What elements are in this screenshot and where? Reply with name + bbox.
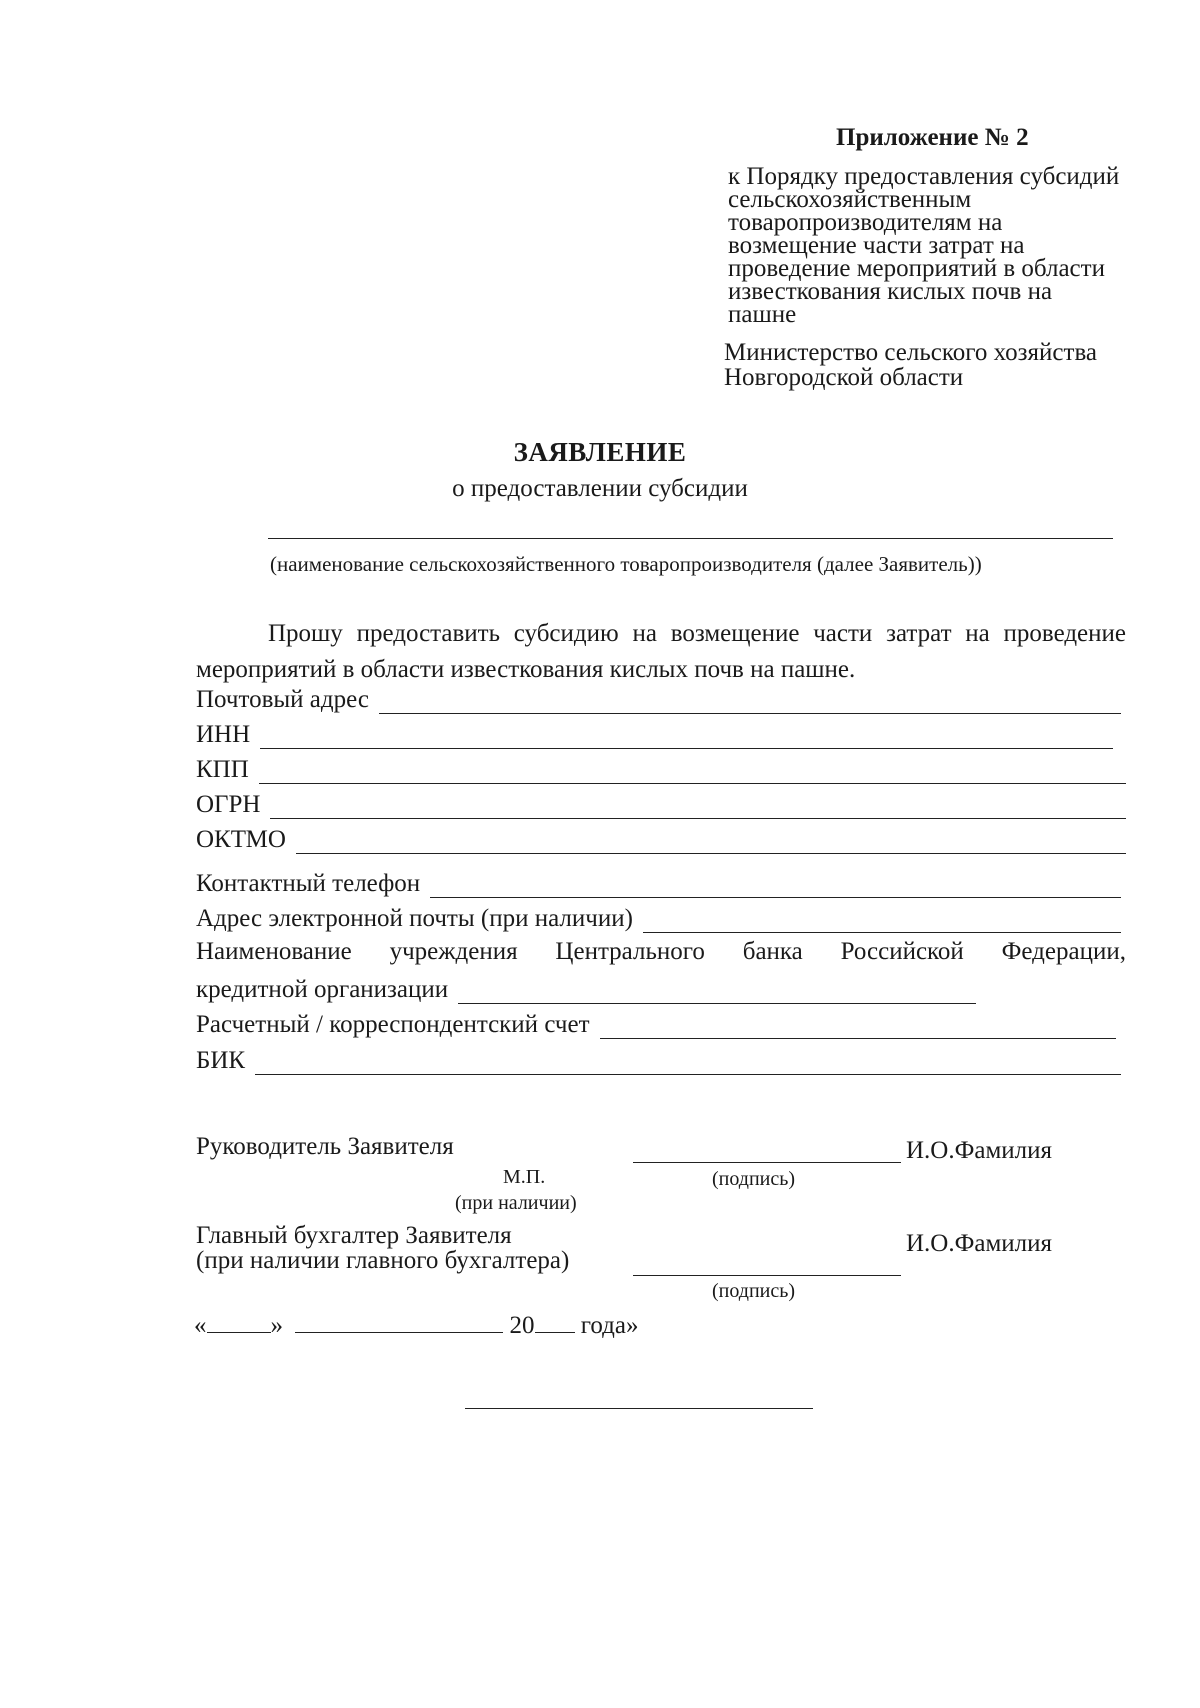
- accountant-label: [196, 1223, 569, 1273]
- document-subtitle: о предоставлении субсидии: [452, 475, 748, 502]
- appendix-line: возмещение части затрат на: [728, 232, 1025, 259]
- appendix-line: пашне: [728, 301, 797, 328]
- postal-address-input-line[interactable]: [379, 689, 1121, 714]
- inn-field: [196, 717, 1113, 749]
- month-input-line[interactable]: [295, 1312, 503, 1333]
- ogrn-label: ОГРН: [196, 791, 261, 818]
- head-signature-caption: (подпись): [712, 1168, 796, 1190]
- kpp-input-line[interactable]: [259, 759, 1126, 784]
- kpp-label: КПП: [196, 756, 249, 783]
- bank-word: Наименование: [196, 938, 352, 965]
- bank-name-input-line[interactable]: [458, 979, 976, 1004]
- bank-name-label-line1: [196, 938, 1126, 966]
- phone-label: Контактный телефон: [196, 870, 421, 897]
- accountant-signature-caption: (подпись): [712, 1280, 796, 1302]
- accountant-label-line: (при наличии главного бухгалтера): [196, 1247, 570, 1274]
- head-fio: И.О.Фамилия: [906, 1137, 1053, 1164]
- date-close-quote: »: [270, 1312, 283, 1339]
- bik-field: [196, 1043, 1121, 1075]
- appendix-line: сельскохозяйственным: [728, 186, 972, 213]
- date-open-quote: «: [194, 1312, 207, 1339]
- applicant-name-caption: (наименование сельскохозяйственного товаропроизводителя (далее Заявитель)): [270, 552, 982, 576]
- end-separator-line: [465, 1408, 813, 1409]
- bank-word: Российской: [840, 938, 964, 965]
- bank-name-label: кредитной организации: [196, 976, 449, 1003]
- request-paragraph: Прошу предоставить субсидию на возмещение части затрат на проведение мероприятий в области известкования кислых почв на пашне.: [196, 620, 1126, 683]
- account-label: Расчетный / корреспондентский счет: [196, 1011, 590, 1038]
- applicant-name-line[interactable]: [268, 538, 1113, 539]
- bank-word: Федерации,: [1001, 938, 1126, 965]
- bank-word: учреждения: [389, 938, 518, 965]
- phone-field: [196, 866, 1121, 898]
- email-input-line[interactable]: [643, 908, 1121, 933]
- ministry-line: Новгородской области: [724, 364, 964, 391]
- year-prefix: 20: [509, 1312, 535, 1339]
- appendix-line: проведение мероприятий в области: [728, 255, 1105, 282]
- bik-label: БИК: [196, 1047, 246, 1074]
- oktmo-field: [196, 822, 1126, 854]
- inn-label: ИНН: [196, 721, 251, 748]
- accountant-signature-line[interactable]: [633, 1275, 901, 1276]
- bik-input-line[interactable]: [255, 1050, 1121, 1075]
- ogrn-field: [196, 787, 1126, 819]
- stamp-note: (при наличии): [455, 1192, 577, 1214]
- head-signature-line[interactable]: [633, 1162, 901, 1163]
- stamp-label: М.П.: [503, 1166, 546, 1188]
- phone-input-line[interactable]: [430, 873, 1121, 898]
- email-label: Адрес электронной почты (при наличии): [196, 905, 633, 932]
- appendix-title: Приложение № 2: [836, 124, 1029, 151]
- account-field: [196, 1007, 1116, 1039]
- day-input-line[interactable]: [207, 1312, 271, 1333]
- accountant-label-line: Главный бухгалтер Заявителя: [196, 1222, 512, 1249]
- appendix-line: известкования кислых почв на: [728, 278, 1053, 305]
- postal-address-label: Почтовый адрес: [196, 686, 369, 713]
- kpp-field: [196, 752, 1126, 784]
- bank-word: Центрального: [555, 938, 705, 965]
- date-row: [194, 1312, 638, 1340]
- document-title: ЗАЯВЛЕНИЕ: [513, 437, 687, 467]
- email-field: [196, 901, 1121, 933]
- addressee-ministry: [724, 340, 1184, 390]
- oktmo-label: ОКТМО: [196, 826, 286, 853]
- account-input-line[interactable]: [600, 1014, 1116, 1039]
- appendix-line: товаропроизводителям на: [728, 209, 1003, 236]
- ministry-line: Министерство сельского хозяйства: [724, 339, 1098, 366]
- appendix-subtitle: [728, 165, 1178, 326]
- inn-input-line[interactable]: [260, 724, 1113, 749]
- bank-word: банка: [742, 938, 803, 965]
- appendix-line: к Порядку предоставления субсидий: [728, 163, 1120, 190]
- ogrn-input-line[interactable]: [270, 794, 1126, 819]
- bank-name-field: [196, 972, 976, 1004]
- year-suffix: года»: [580, 1312, 639, 1339]
- oktmo-input-line[interactable]: [296, 829, 1126, 854]
- year-input-line[interactable]: [535, 1312, 575, 1333]
- postal-address-field: [196, 682, 1121, 714]
- head-label: Руководитель Заявителя: [196, 1133, 454, 1160]
- accountant-fio: И.О.Фамилия: [906, 1230, 1053, 1257]
